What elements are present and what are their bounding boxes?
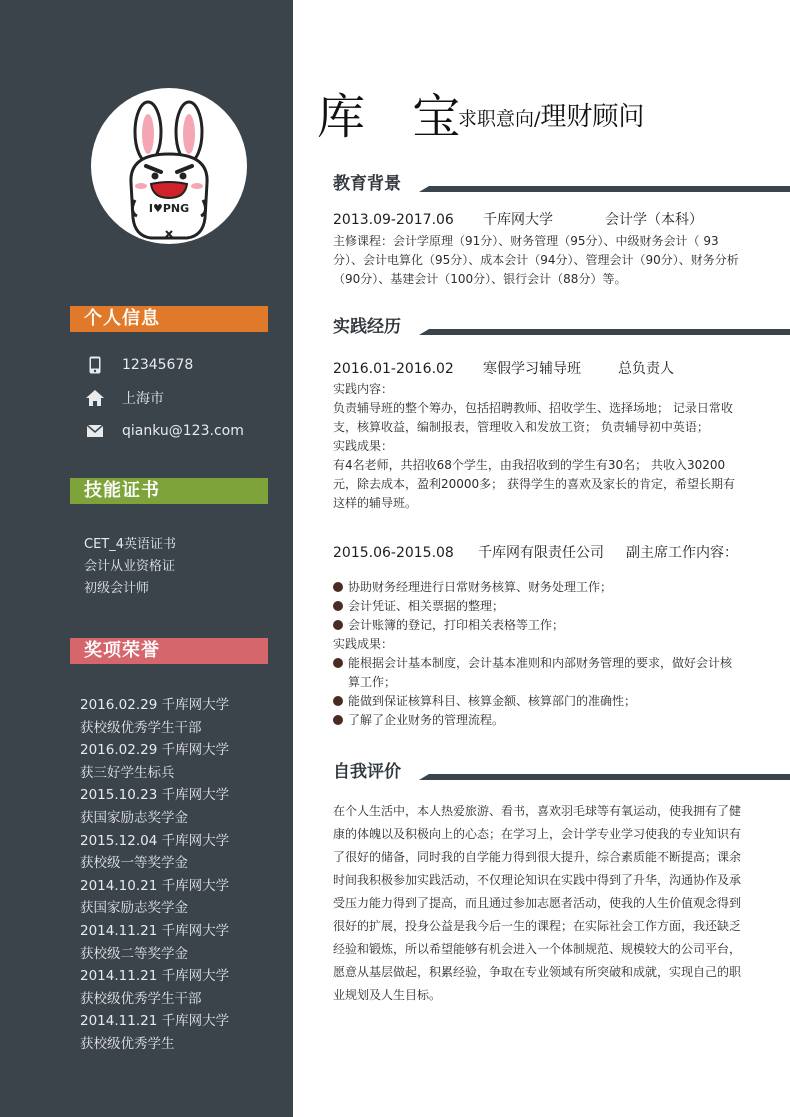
skill-item: 初级会计师 <box>84 581 150 596</box>
award-item <box>80 875 229 920</box>
award-title: 获国家励志奖学金 <box>80 900 188 917</box>
skill-item: CET_4英语证书 <box>84 537 177 552</box>
job2-content-item: 会计账簿的登记，打印相关表格等工作； <box>333 616 743 635</box>
job-target-prefix: 求职意向/ <box>458 108 541 130</box>
practice-header <box>333 315 790 339</box>
skills-list <box>84 534 176 600</box>
education-major: 会计学（本科） <box>605 212 703 228</box>
job1-details <box>333 380 743 513</box>
job2-details <box>333 578 743 730</box>
education-heading: 教育背景 <box>333 174 401 194</box>
self-eval-text: 在个人生活中，本人热爱旅游、看书，喜欢羽毛球等有氧运动，使我拥有了健康的体魄以及积极向上的心态；在学习上，会计学专业学习使我的专业知识有了很好的储备，同时我的自学能力得到很大提升，综合素质能不断提高；课余时间我积极参加实践活动，不仅理论知识在实践中得到了升华，沟通协作及承受压力能力得到了提高，而且通过参加志愿者活动，使我的人生价值观念得到很好的扩展，投身公益是我今后一生的课程；在实际社会工作方面，我还缺乏经验和锻炼，所以希望能够有机会进入一个体制规范、规模较大的公司平台，愿意从基层做起，积累经验，争取在专业领域有所突破和成就，实现自己的职业规划及人生目标。 <box>333 804 742 1002</box>
city: 上海市 <box>122 391 164 407</box>
award-title: 获国家励志奖学金 <box>80 809 188 826</box>
education-period: 2013.09-2017.06 <box>333 212 454 228</box>
sidebar <box>0 0 293 1117</box>
email: qianku@123.com <box>122 423 244 439</box>
job2-result-item: 能做到保证核算科目、核算金额、核算部门的准确性； <box>333 692 743 711</box>
education-summary <box>333 210 743 230</box>
bullet-icon <box>333 601 343 611</box>
header-divider-arrow <box>419 329 429 335</box>
practice-heading: 实践经历 <box>333 317 401 337</box>
job1-summary <box>333 359 743 379</box>
main-content <box>293 0 790 1117</box>
job1-content-label: 实践内容： <box>333 382 394 396</box>
job2-content-item: 会计凭证、相关票据的整理； <box>333 597 743 616</box>
bullet-icon <box>333 715 343 725</box>
job1-result: 有4名老师，共招收68个学生，由我招收到的学生有30名； 共收入30200元，除去成本，盈利20000多； 获得学生的喜欢及家长的肯定，希望长期有这样的辅导班。 <box>333 458 735 510</box>
award-title: 获三好学生标兵 <box>80 764 175 781</box>
job2-role: 副主席工作内容： <box>626 545 738 561</box>
job2-period: 2015.06-2015.08 <box>333 545 454 561</box>
job2-result-item: 能根据会计基本制度，会计基本准则和内部财务管理的要求，做好会计核算工作； <box>333 654 743 692</box>
avatar-badge-text: I♥PNG <box>148 202 190 215</box>
education-courses: 主修课程：会计学原理（91分）、财务管理（95分）、中级财务会计（ 93分）、会计电算化（95分）、成本会计（94分）、管理会计（90分）、财务分析（90分）、基建会计（100分）、银行会计（88分）等。 <box>333 234 739 286</box>
award-item <box>80 694 229 739</box>
home-icon <box>86 388 104 408</box>
contact-phone <box>86 354 193 376</box>
award-title: 获校级优秀学生干部 <box>80 719 202 736</box>
job2-summary <box>333 543 743 563</box>
award-item <box>80 920 229 965</box>
job2-content-item: 协助财务经理进行日常财务核算、财务处理工作； <box>333 578 743 597</box>
award-item <box>80 1010 229 1055</box>
job2-result-label: 实践成果： <box>333 637 394 651</box>
job-target-title: 理财顾问 <box>540 102 645 132</box>
bunny-avatar-icon <box>91 88 247 244</box>
bullet-icon <box>333 658 343 668</box>
education-school: 千库网大学 <box>483 212 553 228</box>
self-eval-header <box>333 760 790 784</box>
bullet-icon <box>333 620 343 630</box>
phone-icon <box>86 355 104 375</box>
job2-org: 千库网有限责任公司 <box>478 545 604 561</box>
award-title: 获校级二等奖学金 <box>80 945 188 962</box>
header-divider <box>429 774 790 780</box>
personal-info-heading: 个人信息 <box>70 306 268 332</box>
award-date-school: 2016.02.29 千库网大学 <box>80 697 230 713</box>
contact-email <box>86 420 244 442</box>
header-divider-arrow <box>419 774 429 780</box>
awards-list <box>80 694 229 1056</box>
award-item <box>80 830 229 875</box>
award-date-school: 2015.10.23 千库网大学 <box>80 787 230 804</box>
skill-item: 会计从业资格证 <box>84 559 176 574</box>
header-divider <box>429 329 790 335</box>
award-title: 获校级优秀学生 <box>80 1035 175 1052</box>
job1-content: 负责辅导班的整个筹办，包括招聘教师、招收学生、选择场地； 记录日常收支，核算收益，编制报表，管理收入和发放工资； 负责辅导初中英语； <box>333 401 733 434</box>
award-date-school: 2016.02.29 千库网大学 <box>80 742 230 759</box>
award-date-school: 2014.11.21 千库网大学 <box>80 1013 230 1030</box>
awards-heading: 奖项荣誉 <box>70 638 268 664</box>
contact-city <box>86 387 164 409</box>
award-item <box>80 784 229 829</box>
award-item <box>80 965 229 1010</box>
award-date-school: 2014.10.21 千库网大学 <box>80 877 230 894</box>
job1-role: 总负责人 <box>618 361 674 377</box>
phone-number: 12345678 <box>122 357 194 373</box>
job1-org: 寒假学习辅导班 <box>483 361 581 377</box>
self-eval-heading: 自我评价 <box>333 762 401 782</box>
award-title: 获校级一等奖学金 <box>80 855 188 872</box>
bullet-icon <box>333 696 343 706</box>
award-title: 获校级优秀学生干部 <box>80 990 202 1007</box>
header-divider <box>429 186 790 192</box>
mail-icon <box>86 421 104 441</box>
job1-period: 2016.01-2016.02 <box>333 361 454 377</box>
header-divider-arrow <box>419 186 429 192</box>
bullet-icon <box>333 582 343 592</box>
award-item <box>80 739 229 784</box>
award-date-school: 2014.11.21 千库网大学 <box>80 968 230 985</box>
job-target <box>458 96 644 133</box>
skills-heading: 技能证书 <box>70 478 268 504</box>
candidate-name: 库 宝 <box>317 89 477 145</box>
education-header <box>333 172 790 196</box>
job1-result-label: 实践成果： <box>333 439 394 453</box>
avatar <box>91 88 247 244</box>
award-date-school: 2015.12.04 千库网大学 <box>80 832 230 849</box>
award-date-school: 2014.11.21 千库网大学 <box>80 922 230 939</box>
job2-result-item: 了解了企业财务的管理流程。 <box>333 711 743 730</box>
